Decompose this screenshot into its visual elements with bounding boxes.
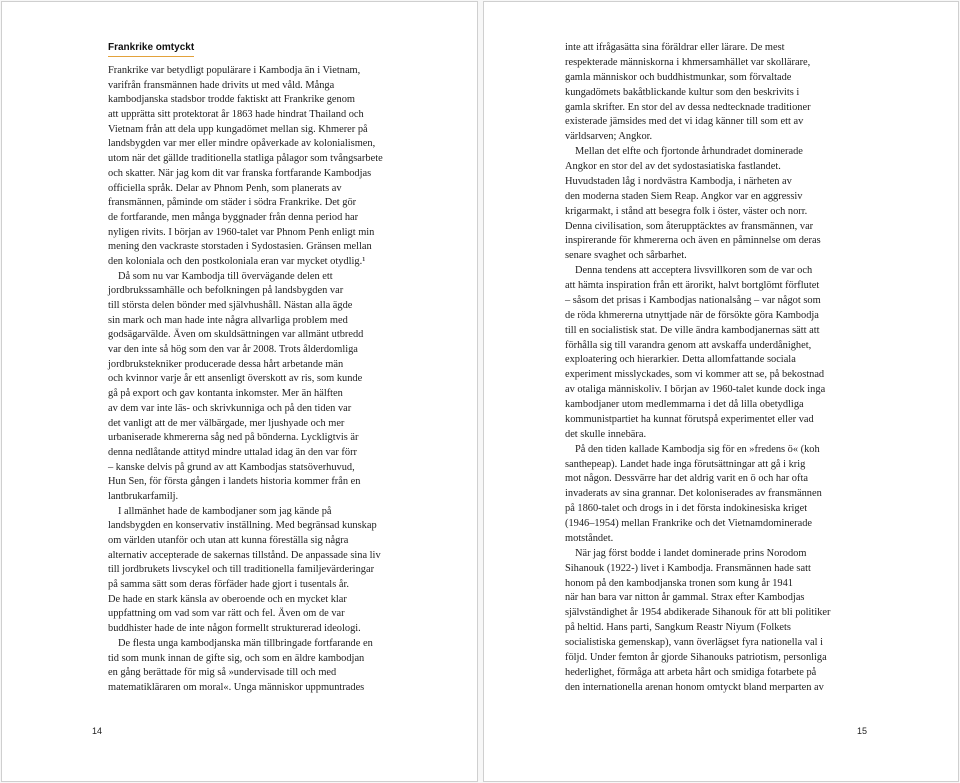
- text-line: Sihanouk (1922-) livet i Kambodja. Fransmännen hade satt: [565, 562, 811, 574]
- text-line: alternativ accepterade de sakernas tillstånd. De anpassade sina liv: [108, 549, 381, 561]
- text-line: Mellan det elfte och fjortonde århundradet dominerade: [575, 146, 803, 158]
- paragraph: [108, 505, 383, 637]
- text-line: santhepeap). Landet hade inga förutsättningar att gå i krig: [565, 458, 806, 470]
- text-line: självständighet år 1954 abdikerade Sihanouk för att bli politiker: [565, 607, 831, 619]
- section-heading: Frankrike omtyckt: [108, 41, 194, 57]
- text-line: var den inte så hög som den var år 2008. Trots ålderdomliga: [108, 344, 358, 356]
- text-line: kambodjaner utom medlemmarna i det då lilla obetydliga: [565, 399, 804, 410]
- text-line: av dem var inte läs- och skrivkunniga och på den tiden var: [108, 402, 352, 414]
- text-line: Frankrike var betydligt populärare i Kambodja än i Vietnam,: [108, 65, 361, 76]
- text-line: motståndet.: [565, 532, 614, 544]
- paragraph: [108, 270, 383, 505]
- text-line: jordbrukssamhälle och befolkningen på landsbygden var: [108, 285, 344, 297]
- text-line: fransmännen, påminde om städer i södra Frankrike. Det gör: [108, 197, 357, 209]
- text-line: den koloniala och den postkoloniala eran var mycket otydlig.¹: [108, 255, 366, 267]
- text-line: att hämta inspiration från ett ärorikt, halvt bortglömt förflutet: [565, 280, 820, 291]
- text-line: socialistiska gemenskap), vann överlägset fyra nationella val i: [565, 637, 823, 648]
- page-number: 14: [92, 726, 103, 736]
- text-line: den moderna staden Siem Reap. Angkor var en aggressiv: [565, 190, 803, 202]
- text-line: på heltid. Hans parti, Sangkum Reastr Niyum (Folkets: [565, 622, 791, 634]
- paragraph: [565, 264, 830, 443]
- text-line: på samma sätt som deras förfäder hade gjort i tusentals år.: [108, 579, 349, 591]
- text-line: de röda khmererna utnyttjade när de försökte göra Kambodja: [565, 309, 819, 321]
- text-line: godsägarvälde. Även om skuldsättningen var allmänt utbredd: [108, 329, 364, 341]
- paragraph: [565, 443, 830, 547]
- text-line: gå på export och gav kontanta inkomster. Mer än hälften: [108, 388, 343, 400]
- paragraph: [565, 145, 830, 264]
- text-line: respekterade människorna i khmersamhället var skollärare,: [565, 56, 811, 68]
- text-line: Denna tendens att acceptera livsvillkoren som de var och: [575, 265, 813, 277]
- text-line: när han bara var nitton år gammal. Strax efter Kambodjas: [565, 592, 805, 604]
- text-line: kommunistpartiet ha kunnat förutspå experimentet eller vad: [565, 413, 814, 425]
- text-line: Denna civilisation, som återupptäcktes av fransmännen, var: [565, 220, 814, 232]
- text-line: De flesta unga kambodjanska män tillbringade fortfarande en: [118, 637, 373, 649]
- page-number: 15: [857, 726, 868, 736]
- text-line: kungadömets bakåtblickande kultur som den beskrivits i: [565, 86, 800, 98]
- text-line: nyligen rivits. I början av 1960-talet var Phnom Penh enligt min: [108, 226, 375, 238]
- text-line: förhålla sig till varandra genom att avskaffa underdånighet,: [565, 339, 812, 351]
- text-line: gamla människor och buddhistmunkar, som förvaltade: [565, 71, 792, 83]
- text-line: Vietnam från att dela upp kungadömet mellan sig. Khmerer på: [108, 123, 368, 135]
- text-line: utom när det gällde traditionella statliga pålagor som tvångsarbete: [108, 153, 383, 165]
- text-line: officiella språk. Delar av Phnom Penh, som planerats av: [108, 182, 342, 194]
- text-line: matematikläraren om moral«. Unga människor uppmuntrades: [108, 681, 365, 693]
- text-line: av otaliga människoliv. I början av 1960-talet kunde dock inga: [565, 384, 826, 396]
- text-line: varifrån fransmännen hade drivits ut med våld. Många: [108, 79, 335, 91]
- text-line: landsbygden en konservativ inställning. Med begränsad kunskap: [108, 520, 377, 532]
- text-line: på 1860-talet och drogs in i det första indokinesiska kriget: [565, 503, 808, 515]
- text-line: honom på den kambodjanska tronen som kung år 1941: [565, 577, 793, 589]
- text-line: Då som nu var Kambodja till övervägande delen ett: [118, 270, 333, 282]
- text-line: till jordbrukets livscykel och till traditionella familjevärderingar: [108, 564, 375, 576]
- text-line: hederlighet, förmåga att arbeta hårt och smidiga fotarbete på: [565, 666, 817, 678]
- text-line: De hade en stark känsla av oberoende och en mycket klar: [108, 593, 347, 605]
- text-line: världsarven; Angkor.: [565, 131, 653, 143]
- text-line: uppfattning om vad som var rätt och fel. Även om de var: [108, 608, 345, 620]
- text-line: det skulle innebära.: [565, 428, 647, 440]
- text-line: senare svaghet och sårbarhet.: [565, 250, 687, 262]
- left-page: [1, 1, 478, 782]
- text-line: tid som munk innan de gifte sig, och som en äldre kambodjan: [108, 652, 365, 664]
- text-line: till största delen bönder med självhushåll. Nästan alla ägde: [108, 300, 353, 311]
- text-line: den internationella arenan honom omtyckt bland merparten av: [565, 681, 824, 693]
- text-line: de fortfarande, men många byggnader från denna period har: [108, 211, 359, 223]
- body-text: [565, 41, 830, 696]
- right-page: [483, 1, 959, 782]
- paragraph: [565, 547, 830, 696]
- text-line: mot någon. Dessvärre har det aldrig varit en ö och har ofta: [565, 473, 808, 485]
- text-line: och skatter. När jag kom dit var franska fortfarande Kambodjas: [108, 167, 372, 179]
- text-line: – kanske delvis på grund av att Kambodjas statsöverhuvud,: [108, 461, 355, 473]
- text-line: gamla skrifter. En stor del av dessa nedtecknade traditioner: [565, 101, 811, 113]
- text-line: att upprätta sitt protektorat år 1863 hade hindrat Thailand och: [108, 109, 364, 121]
- text-line: urbaniserade khmererna såg ned på bönderna. Lyckligtvis är: [108, 432, 359, 444]
- paragraph: [108, 64, 383, 270]
- text-line: krigarmakt, i stånd att besegra folk i öster, väster och norr.: [565, 205, 808, 217]
- text-line: I allmänhet hade de kambodjaner som jag kände på: [118, 505, 332, 517]
- text-line: och kvinnor varje år ett ansenligt överskott av ris, som kunde: [108, 373, 363, 385]
- text-line: – såsom det prisas i Kambodjas nationalsång – var något som: [565, 294, 821, 306]
- text-line: det vanligt att de mer välbärgade, mer ljushyade och mer: [108, 417, 345, 429]
- text-line: sin mark och man hade inte några allvarliga problem med: [108, 314, 348, 326]
- body-text: [108, 64, 383, 696]
- text-line: exploatering och hierarkier. Detta allomfattande sociala: [565, 354, 796, 366]
- text-line: Hun Sen, för första gången i landets historia kommer från en: [108, 476, 361, 488]
- text-line: invaderats av sina grannar. Det koloniserades av fransmännen: [565, 488, 822, 500]
- text-line: denna nedlåtande attityd mindre uttalad idag än den var förr: [108, 446, 357, 458]
- text-line: Huvudstaden låg i nordvästra Kambodja, i närheten av: [565, 175, 792, 187]
- text-line: jordbrukstekniker producerade dessa hårt arbetande män: [108, 358, 344, 370]
- text-line: mening den vackraste storstaden i Sydostasien. Gränsen mellan: [108, 241, 372, 253]
- text-line: existerade jämsides med det vi idag känner till som ett av: [565, 116, 804, 128]
- text-line: lantbrukarfamilj.: [108, 490, 179, 502]
- text-line: till en socialistisk stat. De ville ändra kambodjanernas sätt att: [565, 324, 820, 336]
- paragraph: [565, 41, 830, 145]
- paragraph: [108, 637, 383, 696]
- text-line: (1946–1954) mellan Frankrike och det Vietnamdominerade: [565, 518, 813, 529]
- text-line: kambodjanska stadsbor trodde faktiskt att Frankrike genom: [108, 94, 356, 106]
- text-line: På den tiden kallade Kambodja sig för en »fredens ö« (koh: [575, 443, 820, 455]
- text-line: buddhister hade de inte någon formellt strukturerad ideologi.: [108, 623, 361, 635]
- text-line: inte att ifrågasätta sina föräldrar eller lärare. De mest: [565, 42, 785, 53]
- text-line: om världen utanför och utan att kunna föreställa sig några: [108, 535, 349, 546]
- text-line: landsbygden var mer eller mindre opåverkade av kolonialismen,: [108, 138, 376, 150]
- text-line: Angkor en stor del av det sydostasiatiska fastlandet.: [565, 161, 781, 172]
- text-line: experiment misslyckades, som vi kommer att se, på bekostnad: [565, 369, 825, 381]
- text-line: en gång berättade för mig så »undervisade till och med: [108, 667, 337, 679]
- text-line: följd. Under femton år gjorde Sihanouks patriotism, personliga: [565, 651, 827, 663]
- text-line: inspirerande för khmererna och även en påminnelse om deras: [565, 235, 821, 247]
- text-line: När jag först bodde i landet dominerade prins Norodom: [575, 547, 807, 559]
